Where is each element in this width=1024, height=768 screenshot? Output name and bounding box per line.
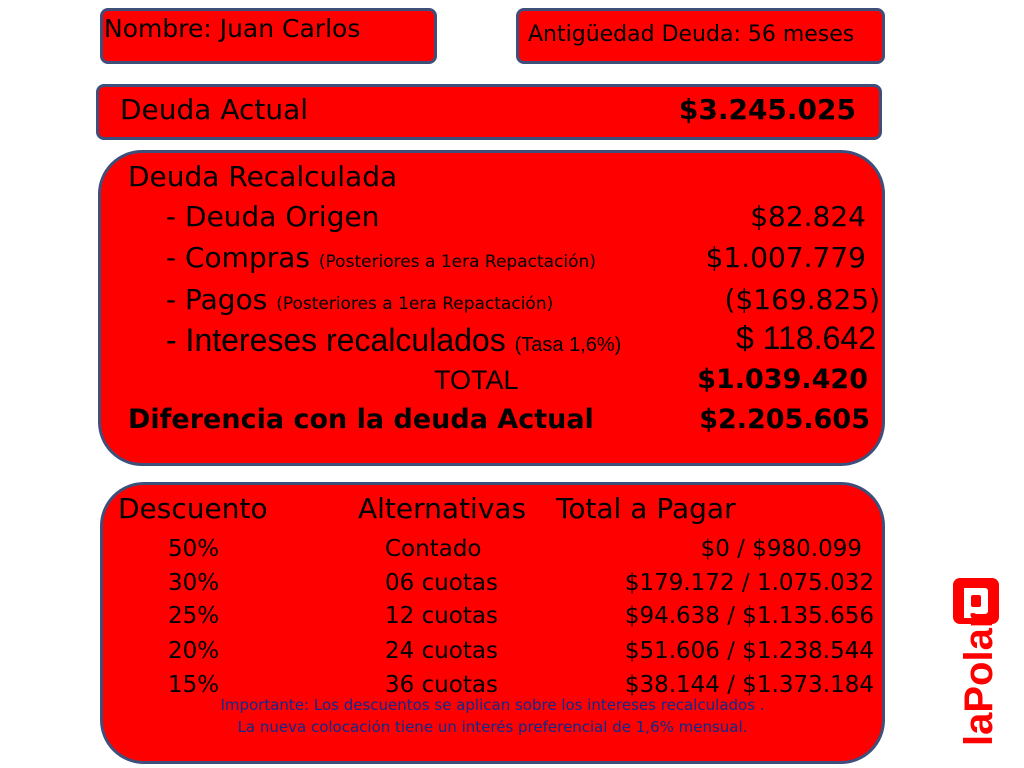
purchases-label-text: - Compras xyxy=(166,241,319,274)
client-name: Nombre: Juan Carlos xyxy=(104,14,361,43)
total-to-pay-header: Total a Pagar xyxy=(556,492,736,525)
lapolar-logo xyxy=(950,578,1002,748)
recalculated-debt-title: Deuda Recalculada xyxy=(128,160,398,193)
payments-note: (Posteriores a 1era Repactación) xyxy=(276,294,554,314)
interest-label xyxy=(166,322,621,359)
total-cell: $94.638 / $1.135.656 xyxy=(624,603,874,629)
total-cell: $51.606 / $1.238.544 xyxy=(624,638,874,664)
interest-note: (Tasa 1,6%) xyxy=(514,334,622,356)
alternative-cell: 24 cuotas xyxy=(385,638,498,664)
difference-label: Diferencia con la deuda Actual xyxy=(128,404,594,435)
payments-label xyxy=(166,283,553,316)
debt-age: Antigüedad Deuda: 56 meses xyxy=(528,22,855,47)
purchases-value: $1.007.779 xyxy=(705,241,866,274)
alternatives-header: Alternativas xyxy=(358,492,527,525)
purchases-note: (Posteriores a 1era Repactación) xyxy=(318,252,596,272)
interest-value: $ 118.642 xyxy=(736,320,876,356)
payments-label-text: - Pagos xyxy=(166,283,277,316)
current-debt-value: $3.245.025 xyxy=(678,93,856,126)
alternative-cell: 12 cuotas xyxy=(385,603,498,629)
discount-cell: 50% xyxy=(168,536,220,562)
discount-cell: 30% xyxy=(168,570,220,596)
discount-cell: 25% xyxy=(168,603,220,629)
total-cell: $38.144 / $1.373.184 xyxy=(624,672,874,698)
current-debt-label: Deuda Actual xyxy=(120,93,309,126)
total-value: $1.039.420 xyxy=(697,364,868,395)
lapolar-logo-text: laPolar xyxy=(957,612,1001,746)
discount-cell: 15% xyxy=(168,672,220,698)
discount-note: Importante: Los descuentos se aplican sobre los intereses recalculados . xyxy=(220,696,765,714)
origin-debt-value: $82.824 xyxy=(750,200,866,233)
discount-header: Descuento xyxy=(118,492,268,525)
discount-cell: 20% xyxy=(168,638,220,664)
origin-debt-label: - Deuda Origen xyxy=(166,200,380,233)
total-cell: $0 / $980.099 xyxy=(700,536,862,562)
payments-value: ($169.825) xyxy=(724,283,880,316)
interest-label-text: - Intereses recalculados xyxy=(166,322,515,358)
purchases-label xyxy=(166,241,596,274)
alternative-cell: Contado xyxy=(385,536,482,562)
total-cell: $179.172 / 1.075.032 xyxy=(624,570,874,596)
total-label: TOTAL xyxy=(434,365,519,395)
difference-value: $2.205.605 xyxy=(699,404,870,435)
alternative-cell: 06 cuotas xyxy=(385,570,498,596)
interest-rate-note: La nueva colocación tiene un interés preferencial de 1,6% mensual. xyxy=(237,718,748,736)
alternative-cell: 36 cuotas xyxy=(385,672,498,698)
